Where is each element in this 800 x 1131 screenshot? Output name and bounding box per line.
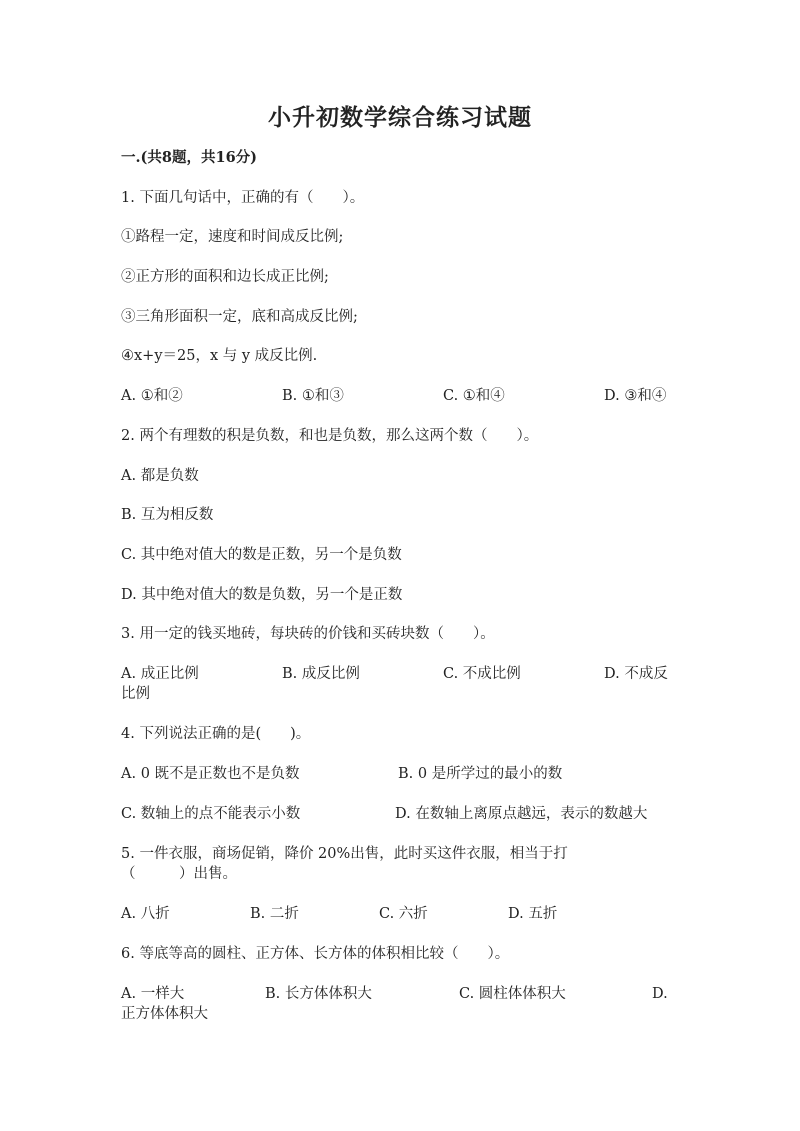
question-2-option-a: A. 都是负数 xyxy=(121,468,199,484)
question-4-option-a: A. 0 既不是正数也不是负数 xyxy=(121,766,300,782)
question-1-statement-1: ①路程一定，速度和时间成反比例; xyxy=(121,229,344,245)
question-1-statement-2: ②正方形的面积和边长成正比例; xyxy=(121,269,329,285)
question-2-option-d: D. 其中绝对值大的数是负数，另一个是正数 xyxy=(121,587,403,603)
question-5-stem: 5. 一件衣服，商场促销，降价 20%出售，此时买这件衣服，相当于打 xyxy=(121,846,568,862)
question-4-stem: 4. 下列说法正确的是( )。 xyxy=(121,726,311,742)
question-3-option-c: C. 不成比例 xyxy=(443,666,521,682)
question-3-option-d-wrap: 比例 xyxy=(121,686,150,702)
question-2-stem: 2. 两个有理数的积是负数，和也是负数，那么这两个数（ ）。 xyxy=(121,428,539,444)
question-2-option-c: C. 其中绝对值大的数是正数，另一个是负数 xyxy=(121,547,402,563)
question-1-option-d: D. ③和④ xyxy=(604,388,667,404)
question-3-option-b: B. 成反比例 xyxy=(282,666,360,682)
question-3-option-a: A. 成正比例 xyxy=(121,666,199,682)
section-header: 一.(共8题，共16分) xyxy=(121,149,258,166)
question-5-option-b: B. 二折 xyxy=(250,906,299,922)
question-5-stem-continued: （ ）出售。 xyxy=(121,866,237,882)
question-6-option-a: A. 一样大 xyxy=(121,986,185,1002)
question-2-option-b: B. 互为相反数 xyxy=(121,507,214,523)
question-1-option-c: C. ①和④ xyxy=(443,388,505,404)
question-4-option-b: B. 0 是所学过的最小的数 xyxy=(398,766,563,782)
question-5-option-d: D. 五折 xyxy=(508,906,558,922)
question-6-option-c: C. 圆柱体体积大 xyxy=(459,986,566,1002)
question-6-stem: 6. 等底等高的圆柱、正方体、长方体的体积相比较（ ）。 xyxy=(121,946,510,962)
question-6-option-b: B. 长方体体积大 xyxy=(265,986,372,1002)
question-1-option-b: B. ①和③ xyxy=(282,388,344,404)
page-title: 小升初数学综合练习试题 xyxy=(268,104,532,131)
question-1-option-a: A. ①和② xyxy=(121,388,183,404)
question-1-statement-4: ④x+y＝25，x 与 y 成反比例. xyxy=(121,348,318,364)
question-6-option-d: D. xyxy=(652,986,668,1002)
question-3-stem: 3. 用一定的钱买地砖，每块砖的价钱和买砖块数（ ）。 xyxy=(121,626,495,642)
question-3-option-d: D. 不成反 xyxy=(604,666,668,682)
question-5-option-c: C. 六折 xyxy=(379,906,428,922)
question-5-option-a: A. 八折 xyxy=(121,906,170,922)
question-1-stem: 1. 下面几句话中，正确的有（ ）。 xyxy=(121,190,365,206)
question-1-statement-3: ③三角形面积一定，底和高成反比例; xyxy=(121,309,358,325)
question-4-option-d: D. 在数轴上离原点越远，表示的数越大 xyxy=(395,806,648,822)
question-4-option-c: C. 数轴上的点不能表示小数 xyxy=(121,806,301,822)
question-6-option-d-wrap: 正方体体积大 xyxy=(121,1006,208,1022)
